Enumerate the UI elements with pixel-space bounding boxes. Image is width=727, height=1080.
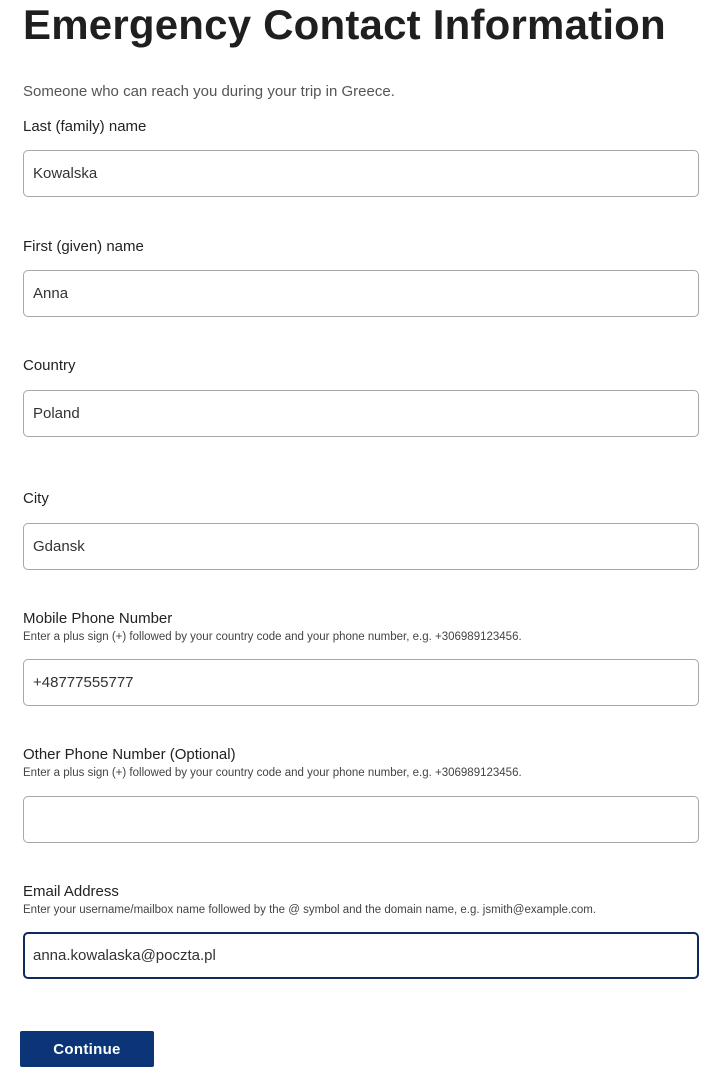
first-name-label: First (given) name (23, 238, 144, 255)
country-label: Country (23, 357, 76, 374)
first-name-input[interactable] (23, 270, 699, 317)
email-field-group (23, 882, 699, 979)
email-label: Email Address (23, 883, 119, 900)
mobile-phone-input[interactable] (23, 659, 699, 706)
email-input[interactable] (23, 932, 699, 979)
country-field-group (23, 356, 699, 437)
mobile-phone-field-group (23, 609, 699, 706)
city-input[interactable] (23, 523, 699, 570)
city-label: City (23, 490, 49, 507)
first-name-field-group (23, 237, 699, 317)
mobile-phone-hint: Enter a plus sign (+) followed by your country code and your phone number, e.g. +306989123456. (23, 631, 522, 643)
email-hint: Enter your username/mailbox name followed by the @ symbol and the domain name, e.g. jsmith@example.com. (23, 904, 597, 916)
country-input[interactable] (23, 390, 699, 437)
other-phone-field-group (23, 745, 699, 843)
continue-button[interactable]: Continue (20, 1031, 154, 1067)
last-name-label: Last (family) name (23, 118, 147, 135)
other-phone-input[interactable] (23, 796, 699, 843)
last-name-field-group (23, 117, 699, 197)
page-title: Emergency Contact Information (23, 1, 666, 48)
page-intro: Someone who can reach you during your trip in Greece. (23, 83, 395, 100)
other-phone-label: Other Phone Number (Optional) (23, 746, 236, 763)
last-name-input[interactable] (23, 150, 699, 197)
city-field-group (23, 489, 699, 570)
mobile-phone-label: Mobile Phone Number (23, 610, 173, 627)
other-phone-hint: Enter a plus sign (+) followed by your country code and your phone number, e.g. +306989123456. (23, 767, 522, 779)
